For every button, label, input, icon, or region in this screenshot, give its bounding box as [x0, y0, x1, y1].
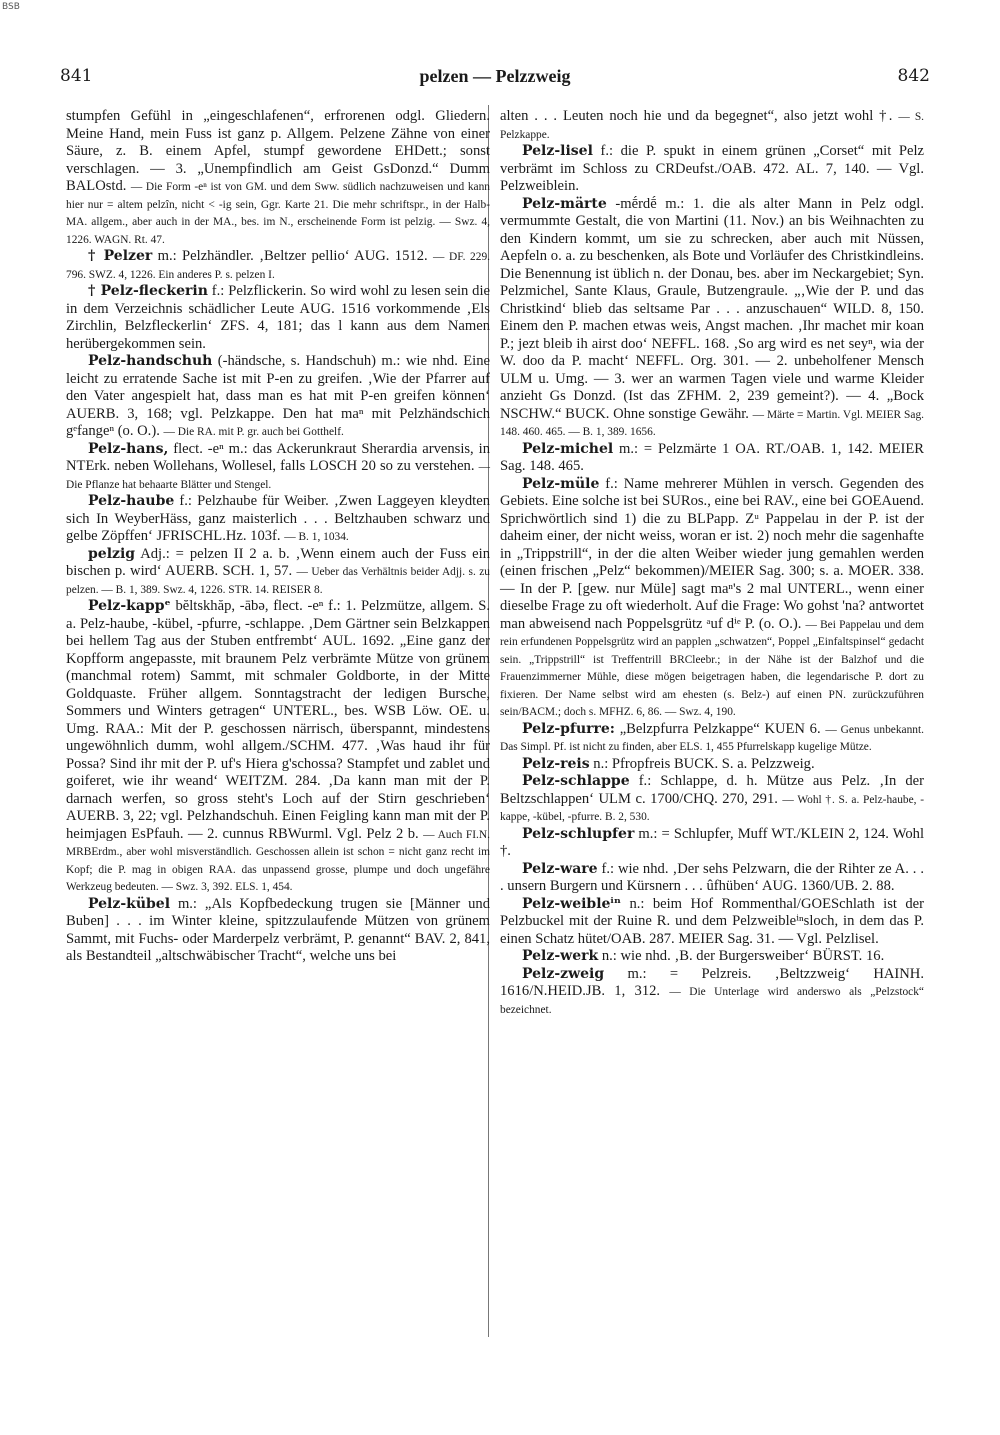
entry-note: — Märte = Martin. Vgl. MEIER Sag. 148. 460. 465. — B. 1, 389. 1656.: [500, 408, 924, 438]
headword: Pelz-lisel: [522, 143, 593, 159]
headword: Pelz-müle: [522, 475, 600, 492]
entry-text: f.: Name mehrerer Mühlen in versch. Gegenden des Gebiets. Eine solche ist bei SURos., eine bei RAV., eine bei GOEAuend. Sprichwörtlich sind 1) die zu BLPapp. Zᵘ Pappelau in der P. ist der daheim einer, der nicht weiss, woran er ist. 2) noch mehr die sagenhafte in „Trippstrill“, in der die alten Weiber wieder jung gemahlen werden (einen frischen „Pelz“ bekommen)/MEIER Sag. 300; s. a. MOER. 338. — In der P. [gew. nur Müle] sagt maⁿ's 2 mal UNTERL., wenn einer dieselbe Frage zu oft wiederholt. Auf die Frage: Wo gohst 'na? antwortet man abweisend nach Poppelsgrütz ᵃuf dⁱᵉ P. (o. O.).: [500, 475, 924, 632]
entry-text: f.: die P. spukt in einem grünen „Corset“ mit Pelz verbrämt im Schloss zu CRDeufst./OAB. 472. AL. 7, 140. — Vgl. Pelzweiblein.: [500, 143, 924, 194]
dictionary-entry: [500, 896, 924, 949]
entry-text: f.: Schlappe, d. h. Mütze aus Pelz. ‚In der Beltzschlappen‘ ULM c. 1700/CHQ. 270, 291.: [500, 773, 924, 807]
dictionary-entry: [66, 248, 490, 283]
left-page-number: 841: [60, 66, 93, 86]
headword: Pelz-michel: [522, 440, 614, 457]
entry-text: n.: wie nhd. ‚B. der Burgersweiber‘ BÜRST. 16.: [601, 948, 885, 964]
entry-note: — Ueber das Verhältnis beider Adjj. s. zu pelzen. — B. 1, 389. Swz. 4, 1226. STR. 14. REISER 8.: [66, 566, 490, 596]
library-stamp: BSB: [2, 2, 20, 12]
dictionary-entry: [66, 108, 490, 248]
page-header: [60, 66, 930, 90]
entry-text: m.: „Als Kopfbedeckung trugen sie [Männer und Buben] . . . im Winter kleine, spitzzulaufende Mützen von grünem Sammt, mit Fuchs- oder Marderpelz verbrämt, P. genannt“ BAV. 2, 841, als Bestandteil „altschwäbischer Tracht“, welche uns bei: [66, 895, 490, 964]
entry-note: — Genus unbekannt. Das Simpl. Pf. ist nicht zu finden, aber ELS. 1, 455 Pfurrelskapp kugelige Mütze.: [500, 723, 924, 753]
headword: Pelz-weibleⁱⁿ: [522, 895, 622, 912]
dictionary-entry: [500, 108, 924, 143]
entry-text: m.: = Schlupfer, Muff WT./KLEIN 2, 124. Wohl †.: [500, 825, 924, 859]
entry-note: — S. Pelzkappe.: [500, 111, 924, 141]
dictionary-entry: [66, 493, 490, 546]
entry-text: Adj.: = pelzen II 2 a. b. ‚Wenn einem auch der Fuss ein bischen p. wird‘ AUERB. SCH. 1, 57.: [66, 545, 490, 579]
headword: Pelz-märte: [522, 195, 607, 212]
entry-note: — Auch FI.N. MRBErdm., aber wohl misverständlich. Geschossen allein ist schon = nicht ganz recht im Kopf; die P. mag in obigen RAA. das unpassend grosse, plumpe und doch ungefähre Werkzeug bedeuten. — Swz. 3, 392. ELS. 1, 454.: [66, 828, 490, 893]
entry-text: stumpfen Gefühl in „eingeschlafenen“, erfrorenen odgl. Gliedern. Meine Hand, mein Fuss ist ganz p. Allgem. Pelzene Zähne von einer Säure, z. B. einem Apfel, stumpf gewordene EHDett.; sonst verschlagen. — 3. „Unempfindlich am Geist GsDonzd.“ Dumm BALOstd.: [66, 108, 490, 194]
entry-text: „Belzpfurra Pelzkappe“ KUEN 6.: [619, 720, 821, 737]
dictionary-entry: [500, 476, 924, 721]
entry-text: m.: Pelzhändler. ‚Beltzer pellio‘ AUG. 1512.: [157, 248, 428, 264]
headword: Pelz-pfurre:: [522, 720, 615, 737]
dictionary-entry: [66, 353, 490, 441]
headword: Pelz-schlappe: [522, 773, 630, 789]
dictionary-entry: [66, 896, 490, 966]
entry-text: bĕltskhăp, -ābə, flect. -eⁿ f.: 1. Pelzmütze, allgem. S. a. Pelz-haube, -kübel, -pfurre, -schlappe. ‚Dem Gärtner sein Belzkappen bei hellem Tag aus der Stuben entfrembt‘ AUL. 1692. „Eine ganz der Kopfform angepasste, mit braunem Pelz verbrämte Mütze von grünem (manchmal rotem) Sammt, mit schmaler Goldborte, in der Mitte Goldquaste. Früher allgem. Sonntagstracht der ledigen Bursche, Sommers und Winters getragen“ UNTERL., bes. WSB Löw. OE. u. Umg. RAA.: Mit der P. geschossen närrisch, überspannt, mindestens ungewöhnlich dumm, wohl allgem./SCHM. 477. ‚Was haud ihr für Possa? Sind ihr mit der P. uf's Hiera g'schossa? Stampfet und zablet und goiferet, wie ihr weand‘ WEITZM. 284. ‚Da kann man mit der P. darnach werfen, so gross steht's Loch auf der Stirn geschrieben‘ AUERB. 3, 22; vgl. Pelzhandschuh. Einen Feigling kann man mit der P. heimjagen EsPfauh. — 2. cunnus RBWurml. Vgl. Pelz 2 b.: [66, 598, 490, 842]
entry-text: n.: beim Hof Rommenthal/GOESchlath ist der Pelzbuckel mit der Ruine R. und dem Pelzweibleⁱⁿsloch, in dem das P. einen Schatz hütet/OAB. 287. MEIER Sag. 31. — Vgl. Pelzlisel.: [500, 895, 924, 947]
dictionary-entry: [500, 773, 924, 826]
dictionary-entry: [500, 756, 924, 774]
dictionary-entry: [500, 948, 924, 966]
dictionary-entry: [500, 861, 924, 896]
headword: Pelz-haube: [88, 493, 175, 509]
entry-note: — Die Pflanze hat behaarte Blätter und Stengel.: [66, 461, 490, 491]
right-column: [500, 108, 924, 1018]
headword: Pelz-kappᵉ: [88, 598, 171, 614]
entry-text: flect. -eⁿ m.: das Ackerunkraut Sherardia arvensis, in NTErk. neben Wollehans, Wollesel, falls LOSCH 20 so zu verstehen.: [66, 440, 490, 474]
entry-note: — Bei Pappelau und dem rein erfundenen Poppelsgrütz wird an papplen „schwatzen“, Poppel „Einfaltspinsel“ gedacht sein. „Trippstrill“ ist Treffentrill BRCleebr.; in der Nähe ist der Balzhof und die Frauenzimmerner Mühle, diese mögen beigetragen haben, die legendarische P. dort zu fixieren. Der Name selbst wird am ehesten (s. Belz-) auf einen PN. zurückzuführen sein/BACM.; doch s. MFHZ. 6, 86. — Swz. 4, 190.: [500, 618, 924, 718]
right-page-number: 842: [897, 66, 930, 86]
dictionary-entry: [500, 441, 924, 476]
headword: Pelz-hans,: [88, 440, 169, 457]
entry-text: (-händsche, s. Handschuh) m.: wie nhd. Eine leicht zu erratende Sache ist mit P-en zu greifen. ‚Wie der Pfarrer auf den Vater angespielt hat, dass man es hat mit P-en greifen können‘ AUERB. 3, 168; vgl. Pelzkappe. Den hat maⁿ mit Pelzhändschich gᵉfangeⁿ (o. O.).: [66, 353, 491, 439]
headword: Pelz-ware: [522, 860, 598, 877]
headword: Pelz-schlupfer: [522, 825, 635, 842]
dictionary-entry: [500, 966, 924, 1019]
dictionary-entry: [66, 546, 490, 599]
headword: Pelz-reis: [522, 755, 590, 772]
entry-note: — DF. 229. 796. SWZ. 4, 1226. Ein anderes P. s. pelzen I.: [66, 251, 490, 281]
running-title: pelzen — Pelzzweig: [419, 66, 571, 86]
dictionary-entry: [66, 283, 490, 353]
headword: Pelz-zweig: [522, 965, 605, 982]
entry-note: — Wohl †. S. a. Pelz-haube, -kappe, -kübel, -pfurre. B. 2, 530.: [500, 793, 924, 823]
dictionary-entry: [500, 196, 924, 441]
entry-text: n.: Pfropfreis BUCK. S. a. Pelzzweig.: [593, 755, 815, 772]
headword: Pelz-werk: [522, 948, 599, 964]
entry-text: m.: = Pelzreis. ‚Beltzzweig‘ HAINH. 1616/N.HEID.JB. 1, 312.: [500, 965, 924, 999]
headword: pelzig: [88, 545, 136, 562]
entry-note: — B. 1, 1034.: [284, 531, 349, 543]
dictionary-entry: [500, 826, 924, 861]
entry-note: — Die Form -eⁿ ist von GM. und dem Sww. südlich nachzuweisen und kann hier nur = altem pelzîn, nicht < -ig sein, Ggr. Karte 21. Die mehr schriftspr., in der Halb-MA. allgem., aber auch in der MA., bes. im N., erscheinende Form ist pelzig. — Swz. 4, 1226. WAGN. Rt. 47.: [66, 181, 490, 246]
headword: Pelz-kübel: [88, 895, 171, 912]
dictionary-entry: [66, 598, 490, 896]
entry-note: — Die Unterlage wird anderswo als „Pelzstock“ bezeichnet.: [500, 986, 924, 1016]
entry-text: alten . . . Leuten noch hie und da begegnet“, also jetzt wohl †.: [500, 108, 893, 124]
dictionary-entry: [500, 721, 924, 756]
entry-text: -mḗrdḗ m.: 1. die als alter Mann in Pelz odgl. vermummte Gestalt, die von Martini (11. Nov.) an bis Weihnachten zu den Kindern kommt, um sie zu schrecken, aber auch mit Nüssen, Aepfeln o. a. zu beschenken, als Bote und Vorläufer des Christkindleins. Die Benennung ist üblich n. der Donau, bes. aber im Neckargebiet; Syn. Pelzmichel, Sante Klaus, Graule, Butzengraule. „‚Wie der P. und das Christkind‘ blieb das seltsame Par . . . anzuschauen“ WILD. 8, 150. Einem den P. machen etwas weis, Angst machen. ‚Ihr machet mir koan P.; jezt bleib ih airst doo‘ NEFFL. 168. ‚So arg wird es net seyⁿ, wia der W. doo da P. macht‘ NEFFL. Org. 301. — 2. unbeholfener Mensch ULM u. Umg. — 3. wer an warmen Tagen viele und warme Kleider anzieht Gs Donzd. (Ist das ZFHM. 2, 239 gemeint?). — 4. „Bock NSCHW.“ BUCK. Ohne sonstige Gewähr.: [500, 195, 924, 422]
left-column: [66, 108, 490, 966]
entry-text: f.: Pelzhaube für Weiber. ‚Zwen Laggeyen kleydten sich In WeyberHäss, ganz maisterlich . . . Beltzhauben schwarz und gelbe Zöpffen‘ JFRISCHL.Hz. 103f.: [66, 493, 490, 544]
dictionary-entry: [66, 441, 490, 494]
entry-text: m.: = Pelzmärte 1 OA. RT./OAB. 1, 142. MEIER Sag. 148. 465.: [500, 440, 924, 474]
headword: † Pelzer: [88, 248, 153, 264]
entry-text: f.: wie nhd. ‚Der sehs Pelzwarn, die der Rihter ze A. . . . unsern Burgern und Kürsnern . . . ûfhüben‘ AUG. 1360/UB. 2. 88.: [500, 860, 924, 894]
headword: † Pelz-fleckerin: [88, 283, 208, 299]
headword: Pelz-handschuh: [88, 353, 213, 369]
entry-note: — Die RA. mit P. gr. auch bei Gotthelf.: [163, 426, 344, 438]
dictionary-entry: [500, 143, 924, 196]
entry-text: f.: Pelzflickerin. So wird wohl zu lesen sein die in dem Verzeichnis schädlicher Leute AUG. 1516 vorkommende ‚Els Zirchlin, Belzfleckerlin‘ ZFS. 4, 181; das l kann aus dem Namen herübergekommen sein.: [66, 283, 491, 352]
